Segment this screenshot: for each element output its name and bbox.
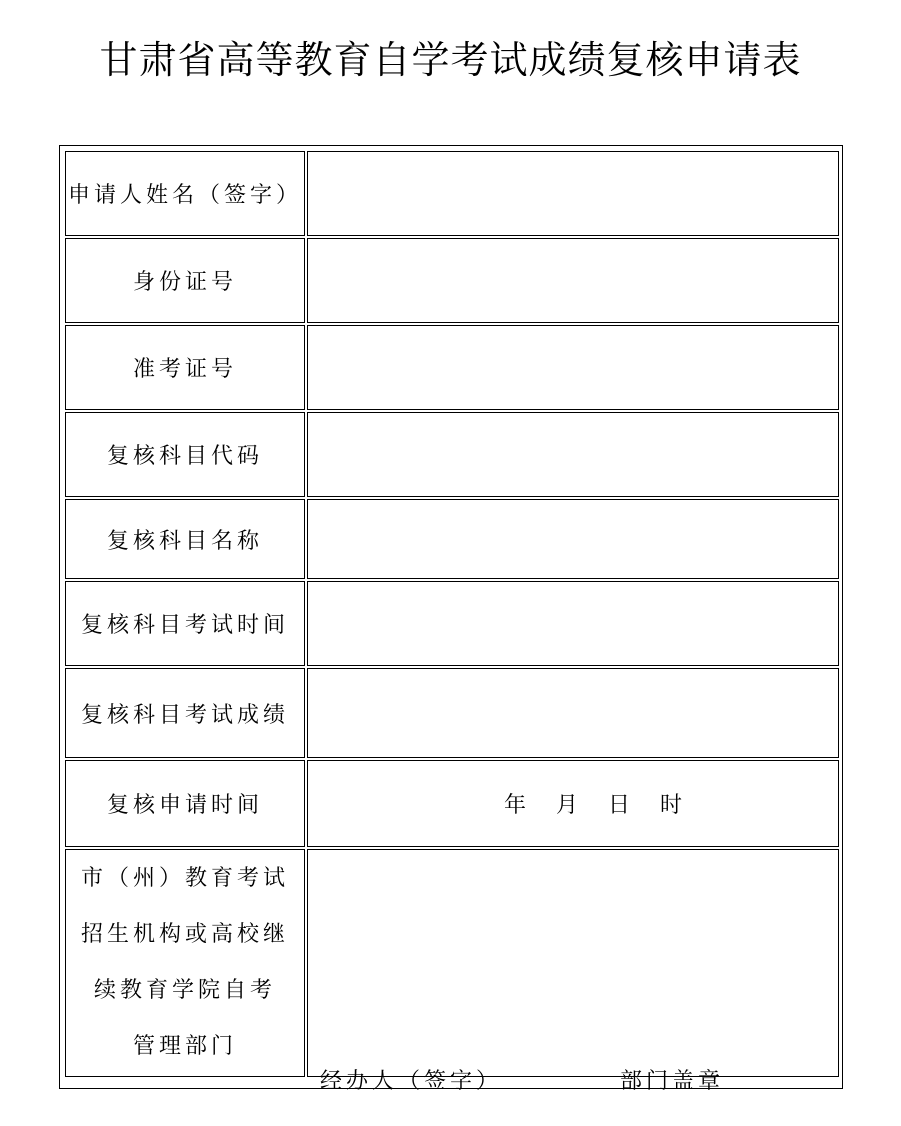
- department-label-line: 续教育学院自考: [93, 978, 276, 1003]
- form-row-id-number: [65, 238, 839, 323]
- form-row-department: [65, 849, 839, 1077]
- form-row-exam-score: [65, 668, 839, 758]
- label-application-time: 复核申请时间: [65, 760, 305, 847]
- label-department: [65, 849, 305, 1077]
- form-frame: [59, 145, 843, 1094]
- label-id-number: 身份证号: [65, 238, 305, 323]
- form-title: 甘肃省高等教育自学考试成绩复核申请表: [99, 38, 802, 82]
- field-subject-code[interactable]: [307, 412, 839, 497]
- field-admission-number[interactable]: [307, 325, 839, 410]
- field-id-number[interactable]: [307, 238, 839, 323]
- department-stamp-label: 部门盖章: [620, 1069, 725, 1094]
- unit-hour: 时: [660, 793, 683, 818]
- field-applicant-name[interactable]: [307, 151, 839, 236]
- field-department-approval[interactable]: [307, 849, 839, 1094]
- label-subject-code: 复核科目代码: [65, 412, 305, 497]
- field-exam-time[interactable]: [307, 581, 839, 666]
- form-row-applicant-name: [65, 151, 839, 236]
- form-row-subject-name: [65, 499, 839, 579]
- field-subject-name[interactable]: [307, 499, 839, 579]
- unit-year: 年: [504, 793, 527, 818]
- form-row-admission-number: [65, 325, 839, 410]
- label-admission-number: 准考证号: [65, 325, 305, 410]
- field-exam-score[interactable]: [307, 668, 839, 758]
- form-row-application-time: [65, 760, 839, 847]
- department-label-line: 管理部门: [132, 1034, 237, 1059]
- unit-month: 月: [556, 793, 579, 818]
- label-exam-time: 复核科目考试时间: [65, 581, 305, 666]
- application-form-table: [63, 149, 841, 1094]
- handler-signature-label: 经办人（签字）: [320, 1069, 503, 1094]
- label-exam-score: 复核科目考试成绩: [65, 668, 305, 758]
- unit-day: 日: [608, 793, 631, 818]
- form-row-subject-code: [65, 412, 839, 497]
- field-application-time[interactable]: [307, 760, 839, 847]
- department-label-line: 招生机构或高校继: [80, 922, 289, 947]
- label-subject-name: 复核科目名称: [65, 499, 305, 579]
- application-time-units: [308, 788, 838, 819]
- department-label-line: 市（州）教育考试: [80, 866, 289, 891]
- label-applicant-name: 申请人姓名（签字）: [65, 151, 305, 236]
- form-row-exam-time: [65, 581, 839, 666]
